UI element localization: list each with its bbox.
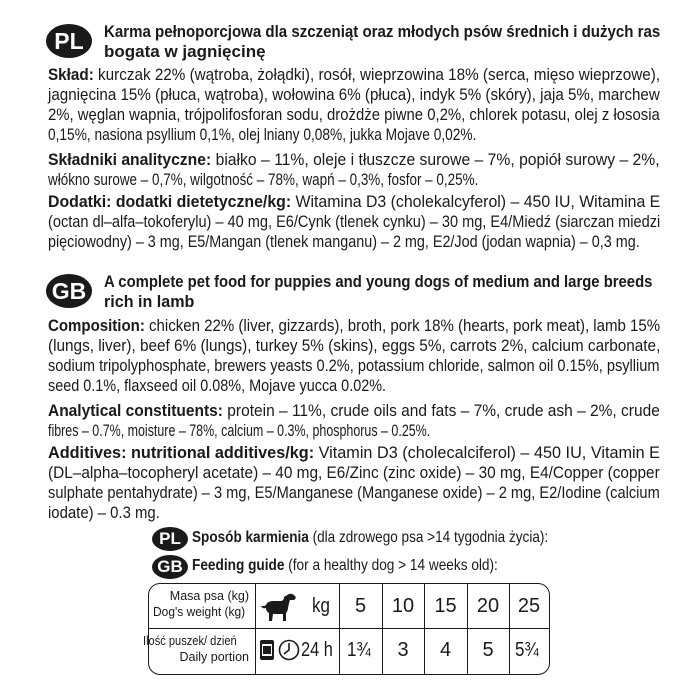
pl-additives-label: Dodatki: dodatki dietetyczne/kg:: [48, 193, 292, 211]
gb-analytical-line-1: Analytical constituents: protein – 11%, crude oils and fats – 7%, crude ash – 2%, crude: [48, 402, 660, 420]
portion-value: 3: [397, 639, 409, 661]
feeding-pl-label: Sposób karmienia: [192, 529, 309, 546]
pl-composition-label: Skład:: [48, 66, 94, 84]
gb-additives-line-2: (DL–alpha–tocopheryl acetate) – 40 mg, E6/Zinc (zinc oxide) – 30 mg, E4/Copper (copper: [48, 464, 660, 482]
pl-analytical-label: Składniki analityczne:: [48, 151, 212, 169]
dog-icon: [259, 591, 299, 623]
table-col-divider: [255, 584, 256, 674]
weight-value: 10: [391, 595, 415, 617]
pl-composition-line-2: jagnięcina 15% (płuca, wątroba), wołowina 6% (płuca), indyk 5% (skóry), jaja 5%, marchew: [48, 86, 660, 104]
feeding-gb-label: Feeding guide: [192, 557, 285, 574]
pl-title-line-2: bogata w jagnięcinę: [104, 42, 266, 61]
portion-value: 1¾: [346, 639, 371, 661]
weight-value: 20: [476, 595, 500, 617]
gb-composition-label: Composition:: [48, 317, 145, 335]
feeding-pl-heading: Sposób karmienia (dla zdrowego psa >14 tygodnia życia):: [192, 529, 549, 546]
feeding-gb-badge: GB: [152, 555, 188, 579]
weight-value: 25: [517, 595, 541, 617]
pl-language-badge: PL: [46, 24, 92, 58]
can-icon: [259, 638, 275, 662]
weight-unit: kg: [312, 595, 331, 617]
feeding-table: [143, 583, 550, 675]
pl-analytical-line-2: włókno surowe – 0,7%, wilgotność – 78%, wapń – 0,3%, fosfor – 0,25%.: [48, 171, 479, 189]
portion-label-pl: Ilość puszek/ dzień: [143, 634, 238, 648]
gb-title-line-1: A complete pet food for puppies and young dogs of medium and large breeds: [104, 272, 653, 291]
pl-additives-line-2: (octan dl–alfa–tokoferylu) – 40 mg, E6/Cynk (tlenek cynku) – 30 mg, E4/Miedź (siarczan miedzi: [48, 213, 661, 231]
portion-value: 5¾: [515, 639, 539, 661]
gb-additives-line-1: Additives: nutritional additives/kg: Vitamin D3 (cholecalciferol) – 450 IU, Vitamin E: [48, 444, 660, 462]
feeding-pl-badge: PL: [152, 527, 188, 551]
gb-additives-line-3: sulphate pentahydrate) – 3 mg, E5/Manganese (Manganese oxide) – 2 mg, E2/Iodine (calcium: [48, 484, 660, 502]
table-divider: [149, 628, 549, 629]
gb-title-line-2: rich in lamb: [104, 292, 195, 311]
pl-composition-line-1: Skład: kurczak 22% (wątroba, żołądki), rosół, wieprzowina 18% (serca, mięso wieprzowe),: [48, 66, 661, 84]
pl-title-line-1: Karma pełnoporcjowa dla szczeniąt oraz młodych psów średnich i dużych ras: [104, 22, 661, 41]
weight-label-gb: Dog's weight (kg): [152, 605, 245, 619]
gb-composition-line-1: Composition: chicken 22% (liver, gizzards), broth, pork 18% (hearts, pork meat), lamb 15%: [48, 317, 661, 335]
pl-additives-line-3: pięciowodny) – 3 mg, E5/Mangan (tlenek manganu) – 2 mg, E2/Jod (jodan wapnia) – 0,3 mg.: [48, 233, 640, 251]
weight-value: 5: [354, 595, 367, 617]
gb-language-badge: GB: [46, 274, 92, 308]
weight-label-pl: Masa psa (kg): [169, 589, 249, 603]
gb-analytical-line-2: fibres – 0.7%, moisture – 78%, calcium – 0.3%, phosphorus – 0.25%.: [48, 422, 431, 440]
portion-label-gb: Daily portion: [179, 650, 249, 664]
gb-additives-line-4: iodate) – 0.3 mg.: [48, 504, 160, 522]
gb-composition-line-2: (lungs, liver), beef 6% (lungs), turkey 5% (skins), eggs 5%, carrots 2%, calcium carbonate,: [48, 337, 661, 355]
pl-additives-line-1: Dodatki: dodatki dietetyczne/kg: Witamina D3 (cholekalcyferol) – 450 IU, Witamina E: [48, 193, 661, 211]
gb-additives-label: Additives: nutritional additives/kg:: [48, 444, 315, 462]
pl-composition-line-3: 2%, węglan wapnia, trójpolifosforan sodu, drożdże piwne 0,2%, chlorek potasu, olej z łososia: [48, 106, 660, 124]
pl-analytical-line-1: Składniki analityczne: białko – 11%, oleje i tłuszcze surowe – 7%, popiół surowy – 2%,: [48, 151, 660, 169]
portion-value: 4: [439, 639, 452, 661]
weight-value: 15: [434, 595, 457, 617]
gb-composition-line-3: sodium tripolyphosphate, brewers yeasts 0.2%, potassium chloride, salmon oil 0.15%, psyllium: [48, 357, 660, 375]
portion-value: 5: [482, 639, 494, 661]
clock-icon: [278, 639, 300, 661]
period-label: 24 h: [301, 639, 333, 661]
gb-analytical-label: Analytical constituents:: [48, 402, 223, 420]
feeding-gb-heading: Feeding guide (for a healthy dog > 14 weeks old):: [192, 557, 498, 574]
gb-composition-line-4: seed 0.1%, flaxseed oil 0.08%, Mojave yucca 0.02%.: [48, 377, 387, 395]
pl-composition-line-4: 0,15%, nasiona psyllium 0,1%, olej lniany 0,08%, jukka Mojave 0,02%.: [48, 126, 477, 144]
